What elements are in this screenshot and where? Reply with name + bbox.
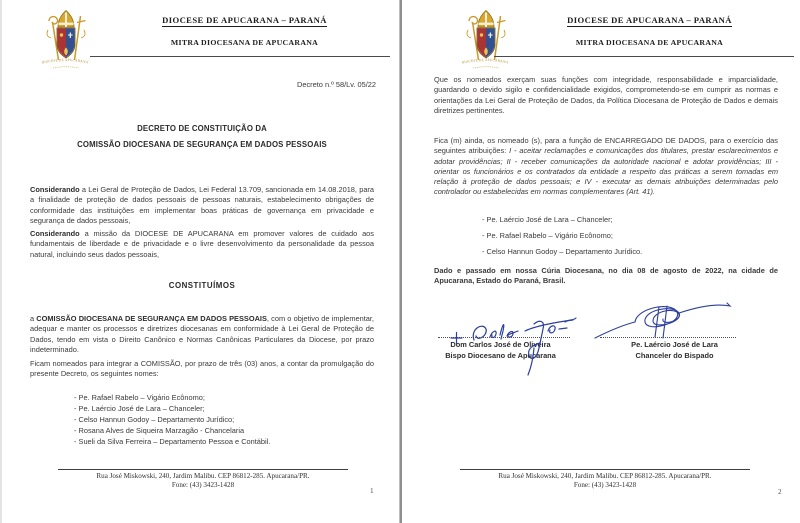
logo-caption: DIOCESE DE APUCARANA — [461, 57, 509, 65]
header-title: DIOCESE DE APUCARANA – PARANÁ — [162, 15, 327, 25]
bold-commission-name: COMISSÃO DIOCESANA DE SEGURANÇA EM DADOS PESSOAIS — [36, 314, 267, 323]
header-rule — [494, 56, 794, 57]
list-item: - Pe. Rafael Rabelo – Vigário Ecônomo; — [482, 231, 613, 240]
list-item: - Sueli da Silva Ferreira – Departamento Pessoa e Contábil. — [74, 437, 271, 446]
signatory-right — [602, 340, 747, 361]
logo-subcaption-line — [53, 67, 79, 68]
paragraph-nomeados: Ficam nomeados para integrar a COMISSÃO, por prazo de três (03) anos, a contar da promulgação do presente Decreto, os seguintes nomes: — [30, 359, 374, 379]
cross-arm — [77, 21, 86, 23]
footer-address: Rua José Miskowski, 240, Jardim Malibu. CEP 86812-285. Apucarana/PR. — [96, 472, 310, 480]
signatory-name: Dom Carlos José de Oliveira — [450, 340, 551, 349]
footer-phone: Fone: (43) 3423-1428 — [573, 481, 637, 489]
paragraph-encarregado — [434, 136, 778, 198]
paragraph-considerando-2 — [30, 229, 374, 260]
left-emblem — [480, 33, 483, 36]
appointed-names-list — [74, 392, 270, 447]
handwritten-signature-chancellor — [587, 293, 737, 343]
list-item: - Celso Hannun Godoy – Departamento Jurídico. — [482, 247, 643, 256]
decree-reference: Decreto n.º 58/Lv. 05/22 — [297, 80, 376, 89]
footer-address: Rua José Miskowski, 240, Jardim Malibu. CEP 86812-285. Apucarana/PR. — [498, 472, 712, 480]
tassel-right — [501, 30, 505, 38]
logo-subcaption-line — [473, 67, 499, 68]
logo-caption: DIOCESE DE APUCARANA — [41, 57, 89, 65]
diocese-coat-of-arms-logo — [36, 8, 96, 70]
header-rule — [90, 56, 390, 57]
heading-constituimos: CONSTITUÍMOS — [168, 281, 236, 290]
data-officers-list — [482, 212, 642, 260]
paragraph-integridade: Que os nomeados exerçam suas funções com integridade, responsabilidade e imparcialidade, guardando o devido sigilo e confidencialidade exigidos, comprometendo-se em cumprir as normas e orientações da Lei Geral de Proteção de Dados, da Política Diocesana de Proteção de Dados e demais diretrizes pertinentes. — [434, 75, 778, 115]
paragraph-text: a missão da DIOCESE DE APUCARANA em promover valores de cuidado aos fundamentais de liberdade e de privacidade e o livre desenvolvimento da personalidade da pessoa natural, incluindo seus dados pessoais, — [30, 229, 374, 259]
list-item: - Pe. Rafael Rabelo – Vigário Ecônomo; — [74, 393, 205, 402]
lead-word: Considerando — [30, 185, 80, 194]
footer-rule — [58, 469, 348, 470]
paragraph-comissao — [30, 314, 374, 355]
mitre-band-horizontal — [58, 23, 73, 25]
header-title: DIOCESE DE APUCARANA – PARANÁ — [567, 15, 732, 25]
header-subtitle: MITRA DIOCESANA DE APUCARANA — [170, 38, 319, 47]
signatory-role: Chanceler do Bispado — [635, 350, 714, 360]
list-item: - Pe. Laércio José de Lara – Chanceler; — [74, 404, 205, 413]
page-number: 1 — [370, 487, 374, 495]
tassel-right — [81, 30, 85, 38]
list-item: - Rosana Alves de Siqueira Marzagão - Chancelaria — [74, 426, 245, 435]
tassel-left — [467, 30, 471, 38]
mitre-band-horizontal — [478, 23, 493, 25]
paragraph-text: Fica (m) ainda, os nomeado (s), para a função de ENCARREGADO DE DADOS, para o exercício das seguintes atribuições: — [434, 136, 778, 156]
lead-word: Considerando — [30, 229, 80, 238]
handwritten-signature-bishop — [437, 298, 597, 378]
header-subtitle: MITRA DIOCESANA DE APUCARANA — [575, 38, 724, 47]
list-item: - Pe. Laércio José de Lara – Chanceler; — [482, 215, 613, 224]
page-2 — [400, 0, 800, 523]
list-item: - Celso Hannun Godoy – Departamento Jurídico; — [74, 415, 235, 424]
signatory-role: Bispo Diocesano de Apucarana — [445, 350, 556, 360]
footer-phone: Fone: (43) 3423-1428 — [171, 481, 235, 489]
paragraph-text: a — [30, 314, 37, 323]
footer-rule — [460, 469, 750, 470]
decree-title-line2: COMISSÃO DIOCESANA DE SEGURANÇA EM DADOS PESSOAIS — [77, 140, 327, 149]
attributions-italic-text: I - aceitar reclamações e comunicações dos titulares, prestar esclarecimentos e adotar providências; II - receber comunicações da autoridade nacional e adotar providências; III - orientar os funcionários e os contratados da entidade a respeito das práticas a serem tomadas em relação à proteção de dados pessoais; e IV - executar as demais atribuições determinadas pelo controlador ou estabelecidas em normas complementares (Art. 41). — [434, 146, 778, 197]
page-number: 2 — [778, 488, 782, 496]
closing-paragraph: Dado e passado em nossa Cúria Diocesana, no dia 08 de agosto de 2022, na cidade de Apucarana, Estado do Paraná, Brasil. — [434, 266, 778, 286]
signatory-name: Pe. Laércio José de Lara — [631, 340, 718, 349]
paragraph-considerando-1 — [30, 185, 374, 226]
left-emblem — [60, 33, 63, 36]
tassel-left — [47, 30, 51, 38]
paragraph-text: , com o objetivo de implementar, adequar e manter os processos e diretrizes diocesanas em conformidade à Lei Geral de Proteção de Dados, tendo em vista o Direito Canônico e Normas Canônicas Particulares da Diocese, por prazo indeterminado. — [30, 314, 374, 354]
decree-title-line1: DECRETO DE CONSTITUIÇÃO DA — [137, 124, 267, 133]
paragraph-text: a Lei Geral de Proteção de Dados, Lei Federal 13.709, sancionada em 14.08.2018, para a finalidade de proteção de dados pessoais de pessoas naturais, estabelecimento obrigações de conformidade das instituições em implementar boas práticas de governança em privacidade e segurança de dados pessoais, — [30, 185, 374, 225]
